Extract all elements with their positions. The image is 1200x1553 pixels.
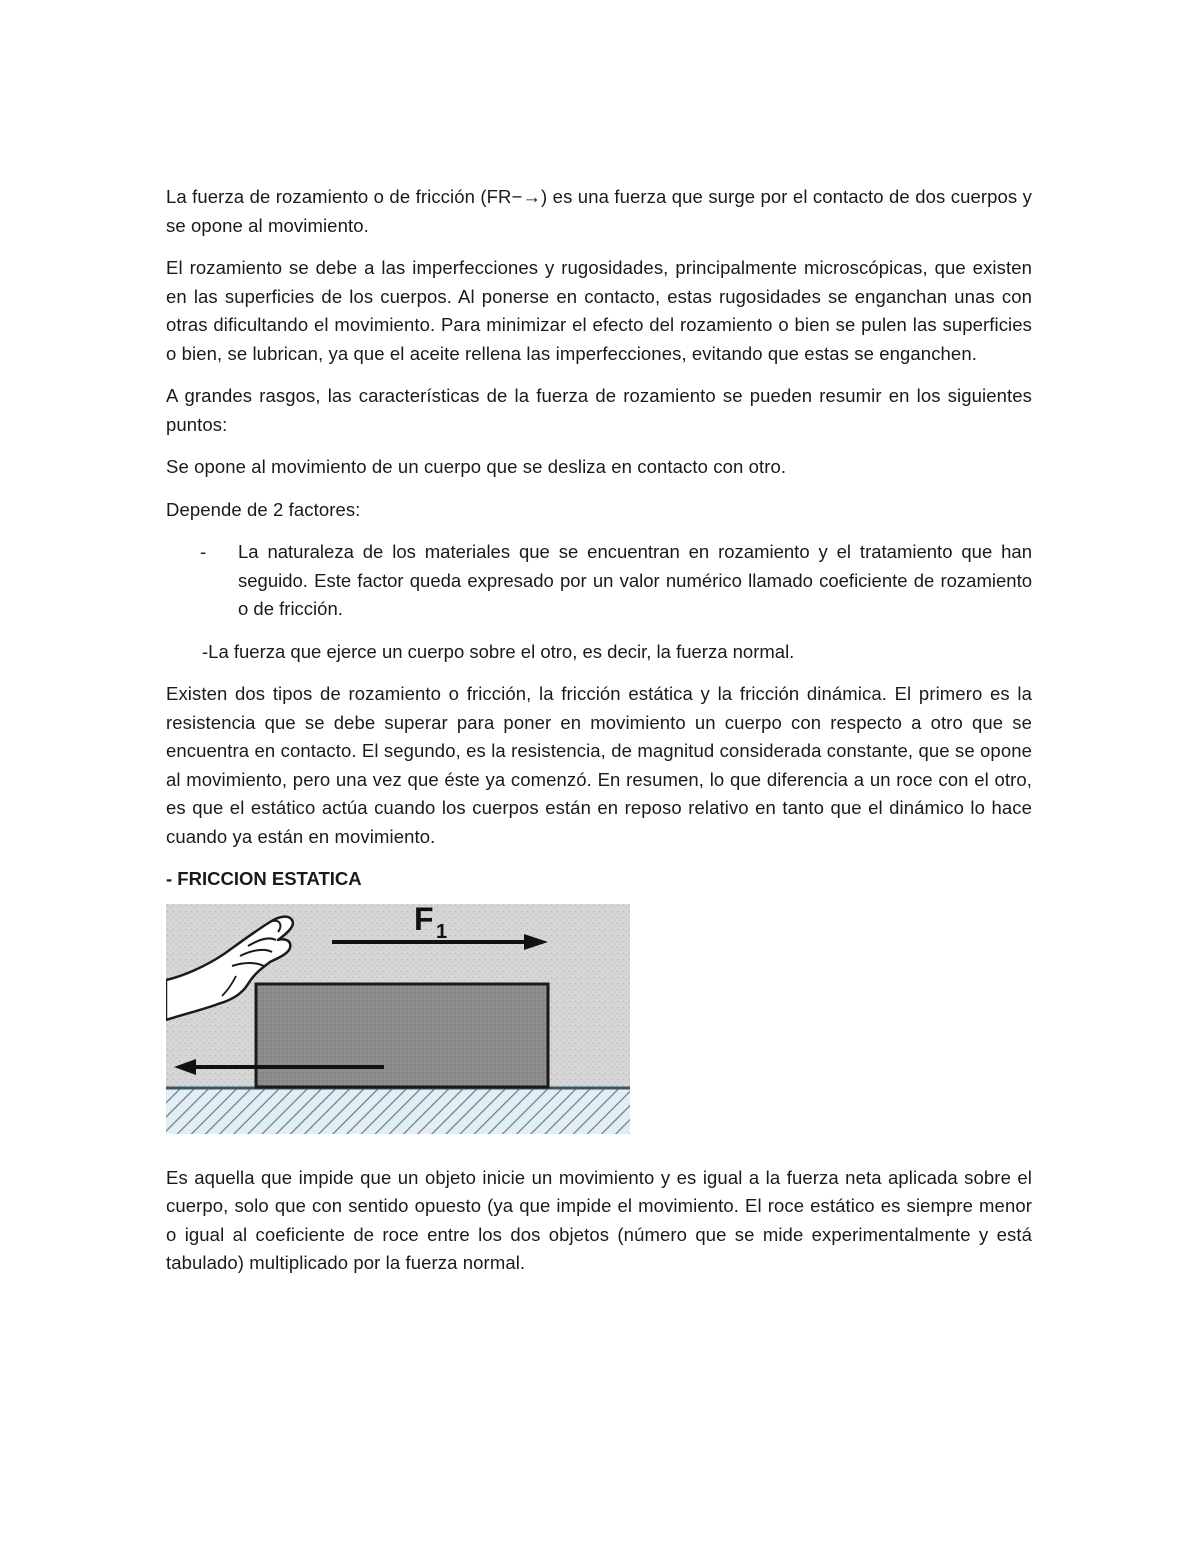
paragraph-types: Existen dos tipos de rozamiento o fricción, la fricción estática y la fricción dinámica. El primero es la resistencia que se debe superar para poner en movimiento un cuerpo con respecto a otro que se encuentra en contacto. El segundo, es la resistencia, de magnitud considerada constante, que se opone al movimiento, pero una vez que éste ya comenzó. En resumen, lo que diferencia a un roce con el otro, es que el estático actúa cuando los cuerpos están en reposo relativo en tanto que el dinámico lo hace cuando ya están en movimiento.	[166, 683, 1032, 847]
section-heading: - FRICCION ESTATICA	[166, 868, 362, 889]
force-label-subscript: 1	[436, 920, 448, 943]
block	[256, 984, 548, 1087]
list-item-normal-force: -La fuerza que ejerce un cuerpo sobre el otro, es decir, la fuerza normal.	[202, 640, 795, 662]
force-label: F	[414, 903, 434, 937]
document-body	[166, 183, 1032, 1292]
paragraph-static-friction-definition: Es aquella que impide que un objeto inicie un movimiento y es igual a la fuerza neta aplicada sobre el cuerpo, solo que con sentido opuesto (ya que impide el movimiento. El roce estático es siempre menor o igual al coeficiente de roce entre los dos objetos (número que se mide experimentalmente y está tabulado) multiplicado por la fuerza normal.	[166, 1166, 1032, 1273]
paragraph-causes: El rozamiento se debe a las imperfecciones y rugosidades, principalmente microscópicas, que existen en las superficies de los cuerpos. Al ponerse en contacto, estas rugosidades se enganchan unas con otras dificultando el movimiento. Para minimizar el efecto del rozamiento o bien se pulen las superficies o bien, se lubrican, ya que el aceite rellena las imperfecciones, evitando que estas se enganchen.	[166, 257, 1032, 364]
paragraph-intro: La fuerza de rozamiento o de fricción (FR−→) es una fuerza que surge por el contacto de dos cuerpos y se opone al movimiento.	[166, 186, 1032, 236]
paragraph-factors: Depende de 2 factores:	[166, 498, 361, 520]
figure-static-friction	[166, 904, 1032, 1134]
list-item-text: La naturaleza de los materiales que se encuentran en rozamiento y el tratamiento que han seguido. Este factor queda expresado por un valor numérico llamado coeficiente de rozamiento o de fricción.	[238, 541, 1032, 619]
paragraph-opposes-motion: Se opone al movimiento de un cuerpo que se desliza en contacto con otro.	[166, 456, 787, 477]
static-friction-diagram	[166, 904, 630, 1134]
paragraph-characteristics: A grandes rasgos, las características de la fuerza de rozamiento se pueden resumir en los siguientes puntos:	[166, 385, 1032, 435]
list-item-materials	[200, 538, 1032, 624]
ground-surface	[166, 1088, 630, 1134]
list-marker: -	[200, 541, 207, 562]
